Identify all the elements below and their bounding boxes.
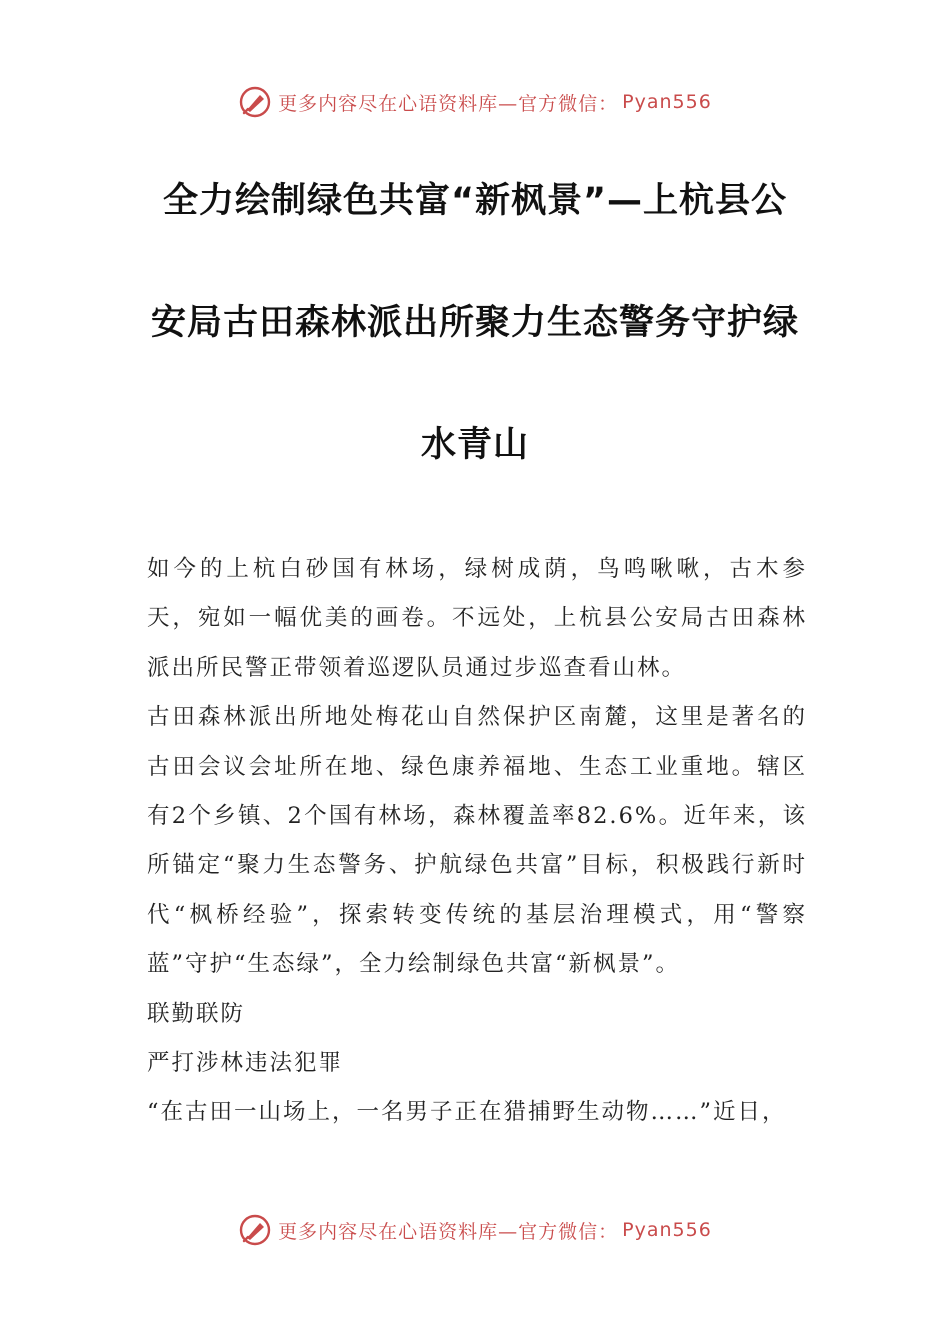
pen-nib-logo-icon: [238, 85, 272, 119]
watermark-handle: Pyan556: [622, 91, 712, 113]
paragraph-intro: 如今的上杭白砂国有林场，绿树成荫，鸟鸣啾啾，古木参天，宛如一幅优美的画卷。不远处，上杭县公安局古田森林派出所民警正带领着巡逻队员通过步巡查看山林。: [147, 556, 807, 681]
paragraph-background: 古田森林派出所地处梅花山自然保护区南麓，这里是著名的古田会议会址所在地、绿色康养福地、生态工业重地。辖区有2个乡镇、2个国有林场，森林覆盖率82.6%。近年来，该所锚定“聚力生态警务、护航绿色共富”目标，积极践行新时代“枫桥经验”，探索转变传统的基层治理模式，用“警察蓝”守护“生态绿”，全力绘制绿色共富“新枫景”。: [147, 704, 807, 978]
section-subheading: 严打涉林违法犯罪: [147, 1050, 344, 1077]
watermark-banner-top: [0, 82, 950, 122]
section-heading: 联勤联防: [147, 1000, 246, 1027]
paragraph-case: “在古田一山场上，一名男子正在猎捕野生动物……”近日，: [147, 1099, 787, 1126]
watermark-text: 更多内容尽在心语资料库—官方微信：: [278, 1220, 619, 1243]
pen-nib-logo-icon: [238, 1213, 272, 1247]
title-line: 全力绘制绿色共富“新枫景”—上杭县公: [162, 181, 787, 221]
watermark-text: 更多内容尽在心语资料库—官方微信：: [278, 92, 619, 115]
document-body: [147, 545, 807, 1138]
document-title: [150, 172, 800, 538]
watermark-handle: Pyan556: [622, 1219, 712, 1241]
title-line: 水青山: [420, 425, 529, 465]
title-line: 安局古田森林派出所聚力生态警务守护绿: [150, 303, 799, 343]
watermark-banner-bottom: [0, 1210, 950, 1250]
